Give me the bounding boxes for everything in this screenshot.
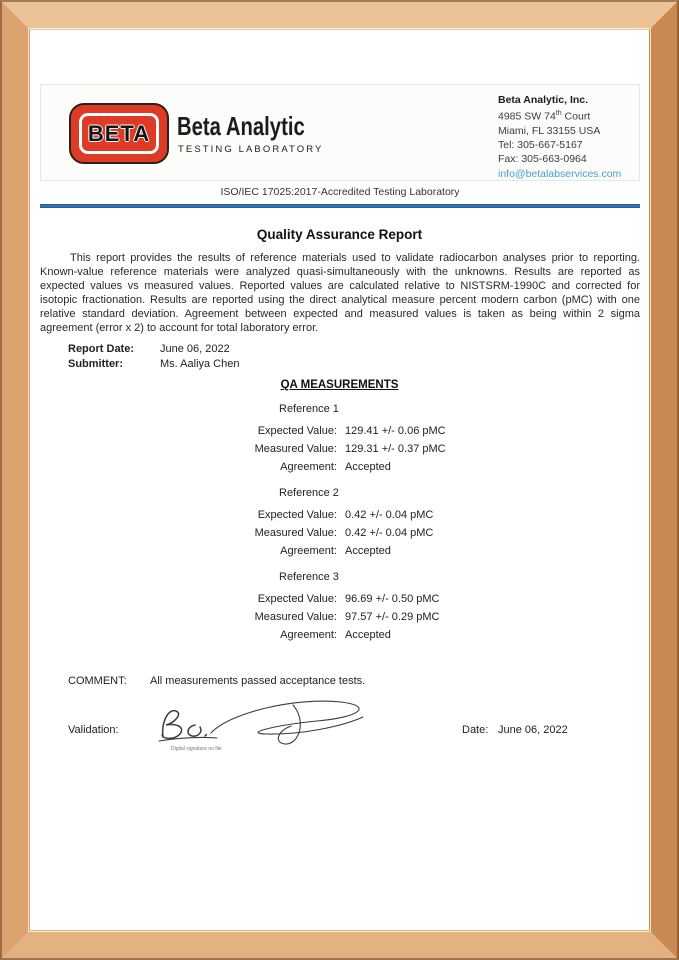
company-name: Beta Analytic, Inc. — [498, 94, 589, 106]
report-intro-paragraph: This report provides the results of reference materials used to validate radiocarbon analyses prior to reporting. Known-value reference materials were analyzed quasi-simultaneously with the unknowns. Results are reported as expected values vs measured values. Reported values are calculated relative to NISTSRM-1990C and corrected for isotopic fractionation. Results are reported using the direct analytical measure percent modern carbon (pMC) with one relative standard deviation. Agreement between expected and measured values is taken as being within 2 sigma agreement (error x 2) to account for total laboratory error. — [40, 252, 640, 334]
submitter-value: Ms. Aaliya Chen — [160, 357, 240, 370]
address-line — [498, 107, 621, 124]
fax-line: Fax: 305-663-0964 — [498, 153, 587, 166]
measured-value-label: Measured Value: — [254, 527, 337, 539]
measured-value-label: Measured Value: — [254, 611, 337, 623]
reference-title: Reference 1 — [279, 403, 339, 415]
agreement-value: Accepted — [345, 545, 391, 557]
measured-value-row — [30, 443, 649, 461]
beta-logo-inner-border — [79, 113, 159, 154]
signature-note: Digital signature on file — [171, 746, 222, 752]
expected-value-label: Expected Value: — [257, 509, 337, 521]
phone-line: Tel: 305-667-5167 — [498, 139, 583, 152]
report-date-label: Report Date: — [68, 343, 135, 355]
reference-3-block — [30, 571, 649, 647]
submitter-row — [68, 357, 239, 372]
comment-text: All measurements passed acceptance tests. — [150, 675, 366, 687]
header-divider-rule — [40, 204, 640, 208]
report-date-row — [68, 342, 239, 357]
comment-label: COMMENT: — [68, 675, 127, 687]
agreement-label: Agreement: — [280, 545, 337, 557]
report-title: Quality Assurance Report — [256, 227, 423, 242]
street-suffix: Court — [561, 110, 591, 123]
expected-value-label: Expected Value: — [257, 425, 337, 437]
street-text: 4985 SW 74 — [498, 110, 556, 123]
agreement-label: Agreement: — [280, 461, 337, 473]
expected-value: 0.42 +/- 0.04 pMC — [345, 509, 434, 521]
email-link[interactable]: info@betalabservices.com — [498, 167, 622, 180]
expected-value-row — [30, 593, 649, 611]
measured-value-row — [30, 527, 649, 545]
expected-value: 96.69 +/- 0.50 pMC — [345, 593, 440, 605]
signature — [145, 693, 385, 757]
agreement-label: Agreement: — [280, 629, 337, 641]
comment-row — [68, 675, 365, 687]
agreement-row — [30, 629, 649, 647]
reference-title: Reference 3 — [279, 571, 339, 583]
report-page — [30, 30, 649, 930]
city-line: Miami, FL 33155 USA — [498, 124, 601, 137]
letterhead — [40, 84, 640, 181]
submitter-label: Submitter: — [68, 357, 123, 370]
validation-date-row — [462, 724, 568, 736]
agreement-value: Accepted — [345, 461, 391, 473]
brand-tagline: TESTING LABORATORY — [178, 144, 324, 155]
expected-value-row — [30, 425, 649, 443]
measured-value: 97.57 +/- 0.29 pMC — [345, 611, 440, 623]
report-meta — [68, 342, 239, 371]
reference-title: Reference 2 — [279, 487, 339, 499]
measured-value: 0.42 +/- 0.04 pMC — [345, 527, 434, 539]
report-date-value: June 06, 2022 — [160, 343, 230, 355]
measured-value-row — [30, 611, 649, 629]
validation-label: Validation: — [68, 724, 119, 736]
beta-logo — [69, 103, 169, 164]
date-label: Date: — [462, 724, 489, 736]
contact-block — [498, 93, 621, 181]
accreditation-line: ISO/IEC 17025:2017-Accredited Testing Laboratory — [220, 186, 460, 198]
expected-value: 129.41 +/- 0.06 pMC — [345, 425, 446, 437]
beta-logo-text: BETA — [87, 120, 151, 146]
brand-name: Beta Analytic — [177, 111, 305, 141]
reference-2-block — [30, 487, 649, 563]
measured-value: 129.31 +/- 0.37 pMC — [345, 443, 446, 455]
agreement-value: Accepted — [345, 629, 391, 641]
qa-measurements-heading: QA MEASUREMENTS — [280, 379, 399, 391]
expected-value-label: Expected Value: — [257, 593, 337, 605]
signature-scribble-icon — [145, 693, 385, 757]
expected-value-row — [30, 509, 649, 527]
agreement-row — [30, 461, 649, 479]
street-ordinal: th — [555, 110, 562, 118]
date-value: June 06, 2022 — [498, 724, 568, 736]
reference-1-block — [30, 403, 649, 479]
measured-value-label: Measured Value: — [254, 443, 337, 455]
agreement-row — [30, 545, 649, 563]
